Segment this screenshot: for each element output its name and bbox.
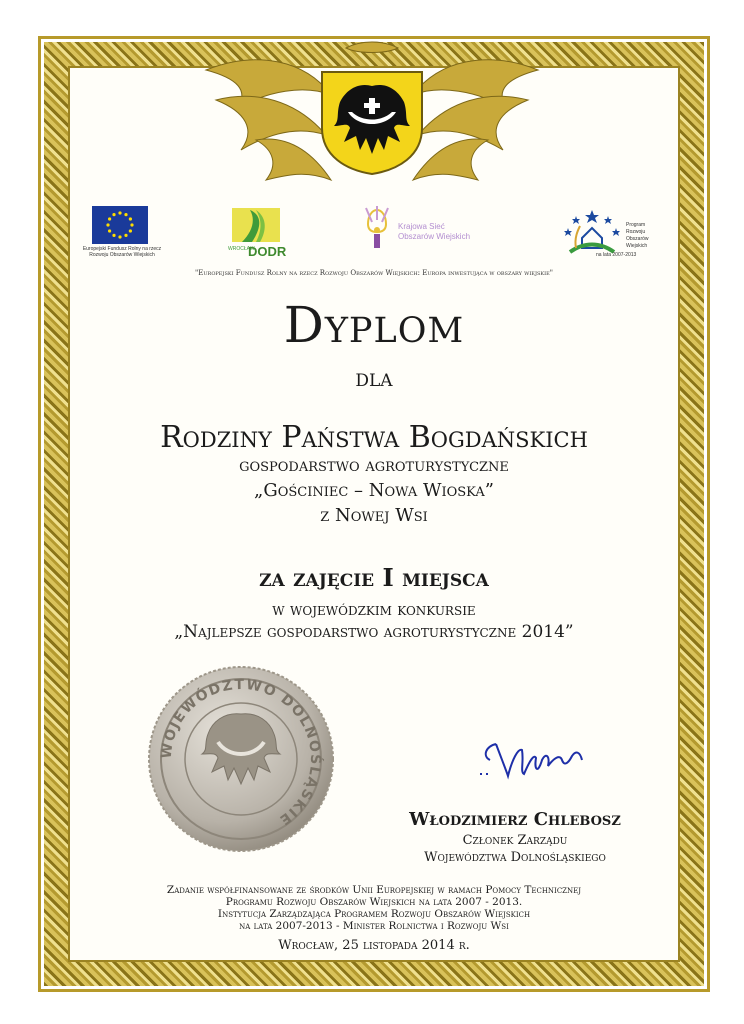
- dodr-label-small: WROCŁAW: [228, 246, 255, 252]
- eu-star-icon: [130, 223, 133, 226]
- dodr-label: DODR: [248, 244, 287, 259]
- farm-type: gospodarstwo agroturystyczne: [239, 455, 509, 476]
- eu-slogan: "Europejski Fundusz Rolny na rzecz Rozwoju Obszarów Wiejskich: Europa inwestująca w obszary wiejskie": [195, 269, 553, 277]
- footer-line-1: Zadanie współfinansowane ze środków Unii Europejskiej w ramach Pomocy Technicznej: [166, 884, 582, 896]
- prow-label-2: Rozwoju: [626, 229, 646, 235]
- coat-of-arms-crest: [318, 68, 426, 176]
- award-place: za zajęcie I miejsca: [259, 563, 489, 592]
- prow-label-4: Wiejskich: [626, 243, 648, 249]
- eu-logo-caption: Europejski Fundusz Rolny na rzecz Rozwoju Obszarów Wiejskich: [82, 246, 162, 258]
- signatory-role: Członek Zarządu: [462, 833, 568, 848]
- prow-label-1: Program: [626, 222, 646, 228]
- handwritten-signature: [472, 730, 596, 790]
- svg-text:WOJEWÓDZTWO DOLNOŚLĄSKIE: [159, 677, 325, 829]
- farm-location: z Nowej Wsi: [320, 505, 428, 526]
- signatory-name: Włodzimierz Chlebosz: [409, 809, 621, 830]
- ksow-figure-icon: [360, 206, 394, 250]
- eu-star-icon: [112, 213, 115, 216]
- ksow-label-2: Obszarów Wiejskich: [398, 232, 471, 241]
- eu-star-icon: [124, 213, 127, 216]
- prow-house-stars-icon: [562, 208, 622, 258]
- prow-label-3: Obszarów: [626, 236, 649, 242]
- eu-star-icon: [112, 234, 115, 237]
- eu-star-icon: [124, 234, 127, 237]
- seal-lettering: [146, 664, 336, 854]
- eu-star-icon: [108, 229, 111, 232]
- footer-line-4: na lata 2007-2013 - Minister Rolnictwa i Rozwoju Wsi: [239, 920, 509, 932]
- ksow-label-1: Krajowa Sieć: [398, 222, 445, 231]
- eu-star-icon: [108, 217, 111, 220]
- prow-label-5: na lata 2007-2013: [596, 252, 637, 258]
- dodr-leaf-icon: [230, 204, 282, 244]
- eu-flag-icon: [92, 206, 148, 244]
- signatory-institution: Województwa Dolnośląskiego: [424, 850, 606, 865]
- eu-star-icon: [118, 235, 121, 238]
- contest-intro: w wojewódzkim konkursie: [272, 600, 476, 620]
- contest-name: „Najlepsze gospodarstwo agroturystyczne 2014”: [174, 622, 574, 642]
- eu-star-icon: [129, 217, 132, 220]
- issue-date: Wrocław, 25 listopada 2014 r.: [278, 938, 470, 953]
- for-label: dla: [355, 364, 393, 392]
- seal-text: WOJEWÓDZTWO DOLNOŚLĄSKIE: [158, 676, 324, 829]
- eu-star-icon: [118, 211, 121, 214]
- footer-line-3: Instytucja Zarządzająca Programem Rozwoju Obszarów Wiejskich: [217, 908, 531, 920]
- recipient-name: Rodziny Państwa Bogdańskich: [160, 420, 588, 455]
- footer-line-2: Programu Rozwoju Obszarów Wiejskich na lata 2007 - 2013.: [225, 896, 523, 908]
- diploma-title: Dyplom: [283, 296, 465, 354]
- farm-name: „Gościniec – Nowa Wioska”: [254, 480, 494, 501]
- eu-star-icon: [106, 223, 109, 226]
- eu-star-icon: [129, 229, 132, 232]
